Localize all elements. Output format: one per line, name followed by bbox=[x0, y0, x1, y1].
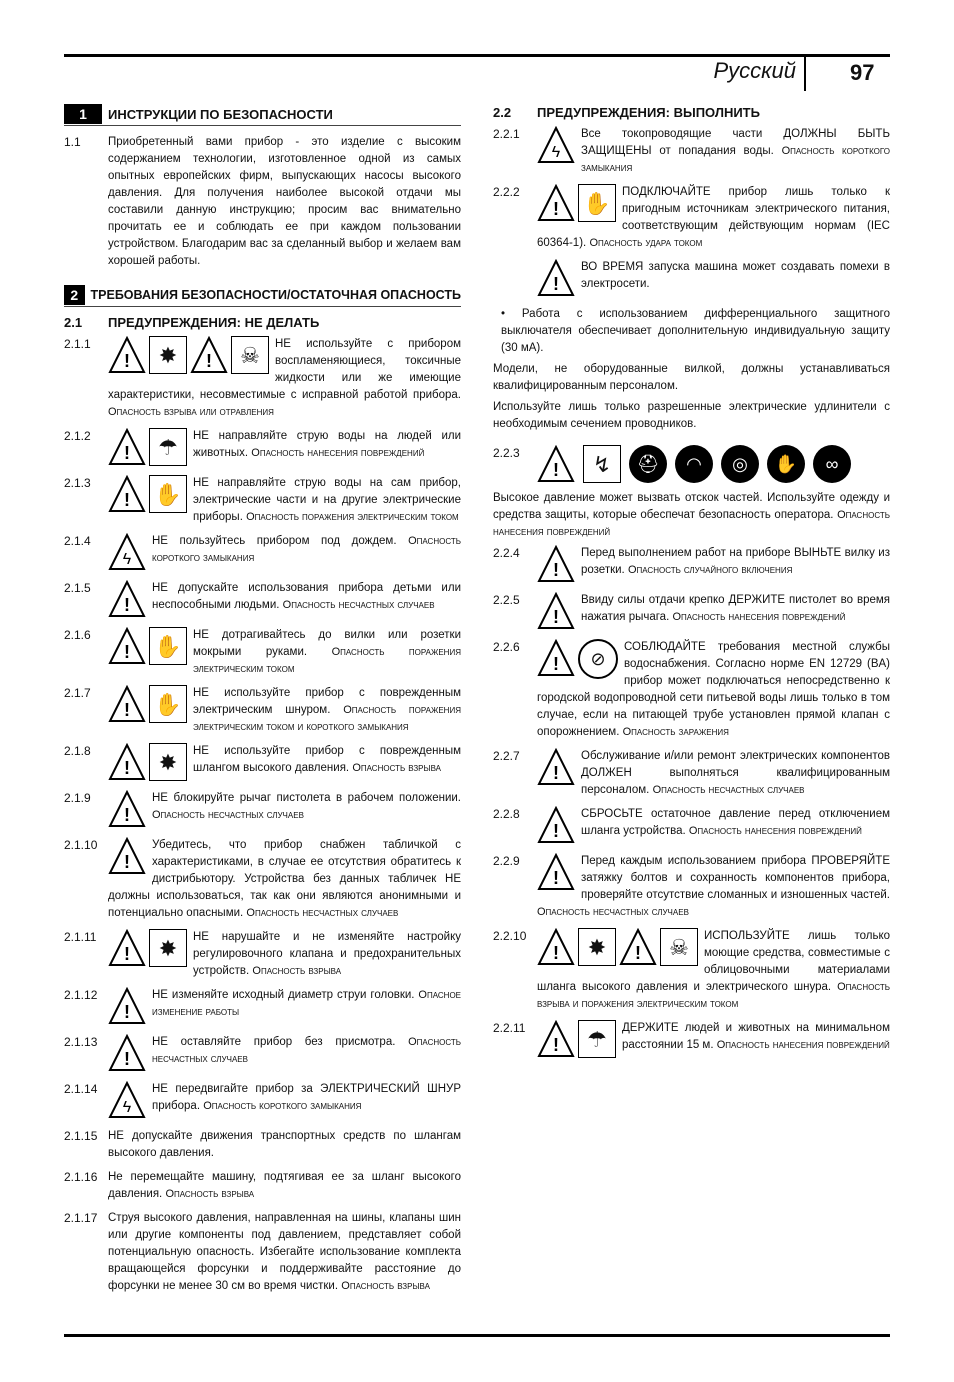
danger-label: Опасное изменение работы bbox=[152, 989, 462, 1018]
item-text: НЕ направляйте струю воды на сам прибор, электрические части и на другие электрические приборы. bbox=[193, 477, 461, 523]
spray-person-icon: ☂ bbox=[578, 1020, 616, 1058]
item-2-2-2 bbox=[493, 184, 890, 252]
item-text: Высокое давление может вызвать отскок частей. Используйте одежду и средства защиты, которые обеспечат безопасность оператора. bbox=[493, 492, 890, 521]
warning-icon bbox=[537, 853, 575, 891]
item-number: 2.1.10 bbox=[64, 838, 98, 852]
item-2-1-14 bbox=[64, 1081, 461, 1121]
svg-text:!: ! bbox=[124, 852, 130, 872]
svg-text:!: ! bbox=[124, 443, 130, 463]
item-number: 2.1.3 bbox=[64, 476, 91, 490]
electric-hand-icon: ✋ bbox=[149, 475, 187, 513]
item-text: НЕ допускайте использования прибора детьми или неспособными людьми. bbox=[152, 582, 461, 611]
item-2-1-2 bbox=[64, 428, 461, 468]
danger-label: Опасность поражения электрическим током и короткого замыкания bbox=[193, 704, 461, 733]
item-number: 2.1.12 bbox=[64, 988, 98, 1002]
item-text: НЕ изменяйте исходный диаметр струи головки. bbox=[152, 989, 415, 1001]
item-text: НЕ блокируйте рычаг пистолета в рабочем положении. bbox=[152, 792, 461, 804]
warning-icon bbox=[108, 627, 146, 665]
item-text: Ввиду силы отдачи крепко ДЕРЖИТЕ пистолет во время нажатия рычага. bbox=[581, 594, 890, 623]
item-2-2-5 bbox=[493, 592, 890, 632]
flying-debris-icon: ↯ bbox=[583, 445, 621, 483]
explosion-icon: ✸ bbox=[149, 929, 187, 967]
svg-text:!: ! bbox=[553, 868, 559, 888]
item-2-1-6 bbox=[64, 627, 461, 678]
item-2-1-1 bbox=[64, 336, 461, 421]
section-2-heading bbox=[64, 284, 461, 307]
electric-warning-icon bbox=[108, 533, 146, 571]
warning-icon bbox=[108, 580, 146, 618]
item-text: ИСПОЛЬЗУЙТЕ лишь только моющие средства, совместимые с облицовочными материалами шланга высокого давления и электрического шнура. bbox=[537, 930, 890, 993]
item-number: 2.1.13 bbox=[64, 1035, 98, 1049]
item-text: Все токопроводящие части ДОЛЖНЫ БЫТЬ ЗАЩИЩЕНЫ от попадания воды. bbox=[581, 128, 890, 157]
svg-text:!: ! bbox=[553, 654, 559, 674]
danger-label: Опасность несчастных случаев bbox=[282, 599, 435, 611]
svg-text:!: ! bbox=[206, 351, 212, 371]
warning-icon bbox=[537, 259, 575, 297]
item-number: 2.1.16 bbox=[64, 1170, 98, 1184]
svg-text:!: ! bbox=[124, 700, 130, 720]
warning-icon bbox=[108, 790, 146, 828]
subsection-2-1 bbox=[64, 315, 461, 330]
item-2-2-3-text bbox=[493, 490, 890, 541]
item-number: 2.1.14 bbox=[64, 1082, 98, 1096]
goggles-icon: ∞ bbox=[813, 445, 851, 483]
electric-hand-icon: ✋ bbox=[149, 685, 187, 723]
item-text: НЕ дотрагивайтесь до вилки или розетки мокрыми руками. bbox=[193, 629, 461, 658]
danger-label: Опасность несчастных случаев bbox=[246, 907, 399, 919]
svg-text:!: ! bbox=[124, 642, 130, 662]
item-number: 2.2.7 bbox=[493, 749, 520, 763]
danger-label: Опасность несчастных случаев bbox=[652, 784, 805, 796]
svg-text:!: ! bbox=[553, 199, 559, 219]
item-number: 2.2.11 bbox=[493, 1021, 526, 1035]
item-2-2-2-note bbox=[537, 259, 890, 299]
warning-icon bbox=[108, 837, 146, 875]
warning-icon bbox=[108, 428, 146, 466]
electric-warning-icon bbox=[108, 1081, 146, 1119]
item-number: 2.1.1 bbox=[64, 337, 91, 351]
danger-label: Опасность поражения электрическим током bbox=[193, 646, 461, 675]
electric-hand-icon: ✋ bbox=[149, 627, 187, 665]
subsection-title: ПРЕДУПРЕЖДЕНИЯ: ВЫПОЛНИТЬ bbox=[537, 105, 760, 120]
subsection-number: 2.2 bbox=[493, 105, 512, 120]
warning-icon bbox=[537, 184, 575, 222]
item-2-1-4 bbox=[64, 533, 461, 573]
warning-icon bbox=[108, 685, 146, 723]
item-number: 2.1.9 bbox=[64, 791, 91, 805]
item-number: 2.1.6 bbox=[64, 628, 91, 642]
svg-text:!: ! bbox=[553, 460, 559, 480]
item-2-2-8 bbox=[493, 806, 890, 846]
item-text: НЕ используйте прибор с поврежденным электрическим шнуром. bbox=[193, 687, 461, 716]
item-number: 2.1.8 bbox=[64, 744, 91, 758]
warning-icon bbox=[190, 336, 228, 374]
section-title: ИНСТРУКЦИИ ПО БЕЗОПАСНОСТИ bbox=[108, 106, 333, 122]
item-text: НЕ пользуйтесь прибором под дождем. bbox=[152, 535, 397, 547]
danger-label: Опасность взрыва или отравления bbox=[108, 406, 274, 418]
subsection-number: 2.1 bbox=[64, 315, 83, 330]
danger-label: Опасность несчастных случаев bbox=[152, 809, 304, 821]
item-text: ДЕРЖИТЕ людей и животных на минимальном расстоянии 15 м. bbox=[622, 1022, 890, 1051]
item-number: 2.2.4 bbox=[493, 546, 520, 560]
item-2-2-11 bbox=[493, 1020, 890, 1060]
danger-label: Опасность взрыва bbox=[341, 1280, 430, 1292]
water-supply-icon: ⊘ bbox=[578, 639, 618, 679]
warning-icon bbox=[537, 806, 575, 844]
item-2-1-8 bbox=[64, 743, 461, 783]
item-text: НЕ передвигайте прибор за ЭЛЕКТРИЧЕСКИЙ ШНУР прибора. bbox=[152, 1083, 461, 1112]
warning-icon bbox=[537, 445, 575, 483]
danger-label: Опасность удара током bbox=[589, 237, 703, 249]
item-number: 1.1 bbox=[64, 135, 81, 149]
danger-label: Опасность взрыва bbox=[352, 762, 442, 774]
danger-label: Опасность несчастных случаев bbox=[152, 1036, 462, 1065]
section-1-heading bbox=[64, 103, 461, 126]
danger-label: Опасность короткого замыкания bbox=[152, 535, 461, 564]
language-label: Русский bbox=[713, 58, 796, 83]
item-number: 2.2.8 bbox=[493, 807, 520, 821]
svg-text:!: ! bbox=[124, 1049, 130, 1069]
warning-icon bbox=[537, 928, 575, 966]
item-number: 2.1.11 bbox=[64, 930, 97, 944]
section-number: 2 bbox=[64, 285, 85, 305]
item-2-1-16 bbox=[64, 1169, 461, 1203]
paragraph-extensions: Используйте лишь только разрешенные электрические удлинители с необходимым сечением проводников. bbox=[493, 401, 890, 430]
item-text: НЕ допускайте движения транспортных средств по шлангам высокого давления. bbox=[108, 1130, 461, 1159]
toxic-icon: ☠ bbox=[660, 928, 698, 966]
section-title: ТРЕБОВАНИЯ БЕЗОПАСНОСТИ/ОСТАТОЧНАЯ ОПАСНОСТЬ bbox=[90, 288, 461, 302]
item-2-1-5 bbox=[64, 580, 461, 620]
svg-text:ϟ: ϟ bbox=[551, 144, 561, 161]
item-number: 2.2.10 bbox=[493, 929, 527, 943]
item-number: 2.2.5 bbox=[493, 593, 520, 607]
item-2-2-4 bbox=[493, 545, 890, 585]
item-2-2-6 bbox=[493, 639, 890, 741]
item-text: НЕ используйте с прибором воспламеняющиеся, токсичные жидкости или же имеющие характеристики, несовместимые с исправной работой прибора. bbox=[108, 338, 461, 401]
svg-text:ϟ: ϟ bbox=[122, 551, 132, 568]
item-text: Приобретенный вами прибор - это изделие с высоким содержанием технологии, изготовленное одной из самых опытных европейских фирм, выпускающих насосы высокого давления. Для получения наиболее высокой отдачи мы составили данную инструкцию; просим вас внимательно прочитать ее и соблюдать ее при каждом пользовании устройством. Благодарим вас за сделанный выбор и желаем вам хорошей работы. bbox=[108, 136, 461, 267]
warning-icon bbox=[537, 1020, 575, 1058]
danger-label: Опасность взрыва и поражения электрическим током bbox=[537, 981, 890, 1010]
top-rule bbox=[64, 54, 890, 57]
item-number: 2.1.4 bbox=[64, 534, 91, 548]
item-2-2-1 bbox=[493, 126, 890, 177]
danger-label: Опасность нанесения повреждений bbox=[672, 611, 846, 623]
danger-label: Опасность нанесения повреждений bbox=[493, 509, 890, 538]
subsection-title: ПРЕДУПРЕЖДЕНИЯ: НЕ ДЕЛАТЬ bbox=[108, 315, 320, 330]
item-text: Обслуживание и/или ремонт электрических компонентов ДОЛЖЕН выполняться квалифицированным персоналом. bbox=[581, 750, 890, 796]
danger-label: Опасность взрыва bbox=[252, 965, 342, 977]
item-number: 2.2.3 bbox=[493, 446, 520, 460]
note-text: ВО ВРЕМЯ запуска машина может создавать помехи в электросети. bbox=[581, 261, 890, 290]
item-2-1-15 bbox=[64, 1128, 461, 1162]
paragraph-models: Модели, не оборудованные вилкой, должны устанавливаться квалифицированным персоналом. bbox=[493, 363, 890, 392]
svg-text:!: ! bbox=[553, 943, 559, 963]
svg-text:!: ! bbox=[553, 607, 559, 627]
svg-text:!: ! bbox=[124, 944, 130, 964]
item-2-1-3 bbox=[64, 475, 461, 526]
warning-icon bbox=[537, 592, 575, 630]
item-text: Струя высокого давления, направленная на шины, клапаны шин или другие компоненты под давлением, представляет собой потенциальную опасность. Избегайте использование комплекта вращающейся форсунки и поддерживайте расстояние до форсунки не менее 30 см во время чистки. bbox=[108, 1212, 461, 1292]
danger-label: Опасность заражения bbox=[622, 726, 729, 738]
bullet-rcd: • Работа с использованием дифференциального защитного выключателя обеспечивает дополнительную индивидуальную защиту (30 мА). bbox=[501, 308, 890, 354]
bottom-rule bbox=[64, 1334, 890, 1337]
ear-protection-icon: ◎ bbox=[721, 445, 759, 483]
helmet-icon: ◠ bbox=[675, 445, 713, 483]
danger-label: Опасность случайного включения bbox=[627, 564, 793, 576]
warning-icon bbox=[619, 928, 657, 966]
warning-icon bbox=[537, 748, 575, 786]
item-2-2-7 bbox=[493, 748, 890, 799]
svg-text:!: ! bbox=[553, 763, 559, 783]
svg-text:!: ! bbox=[553, 821, 559, 841]
item-text: Перед выполнением работ на приборе ВЫНЬТЕ вилку из розетки. bbox=[581, 547, 890, 576]
danger-label: Опасность несчастных случаев bbox=[537, 906, 689, 918]
protective-suit-icon: ⛑ bbox=[629, 445, 667, 483]
svg-text:!: ! bbox=[124, 758, 130, 778]
item-number: 2.2.1 bbox=[493, 127, 520, 141]
item-text: НЕ используйте прибор с поврежденным шлангом высокого давления. bbox=[193, 745, 461, 774]
warning-icon bbox=[537, 545, 575, 583]
warning-icon bbox=[108, 743, 146, 781]
page-number: 97 bbox=[850, 60, 875, 85]
item-2-1-7 bbox=[64, 685, 461, 736]
item-2-2-10 bbox=[493, 928, 890, 1013]
svg-text:!: ! bbox=[553, 560, 559, 580]
warning-electric-icon bbox=[537, 126, 575, 164]
item-2-1-9 bbox=[64, 790, 461, 830]
item-number: 2.1.15 bbox=[64, 1129, 98, 1143]
item-2-1-11 bbox=[64, 929, 461, 980]
danger-label: Опасность нанесения повреждений bbox=[716, 1039, 890, 1051]
item-text: СБРОСЬТЕ остаточное давление перед отключением шланга устройства. bbox=[581, 808, 890, 837]
item-text: СОБЛЮДАЙТЕ требования местной службы водоснабжения. Согласно норме EN 12729 (BA) прибор может подключаться непосредственно к городской водопроводной сети питьевой воды лишь только в том случае, если на питающей трубе установлен прямой клапан с опорожнением. bbox=[537, 641, 890, 738]
warning-icon bbox=[108, 475, 146, 513]
item-2-1-10 bbox=[64, 837, 461, 922]
item-number: 2.1.5 bbox=[64, 581, 91, 595]
item-1-1 bbox=[64, 134, 461, 270]
item-2-1-12 bbox=[64, 987, 461, 1027]
electric-hand-icon: ✋ bbox=[578, 184, 616, 222]
item-number: 2.2.9 bbox=[493, 854, 520, 868]
warning-icon bbox=[108, 336, 146, 374]
svg-text:!: ! bbox=[553, 274, 559, 294]
item-text: НЕ оставляйте прибор без присмотра. bbox=[152, 1036, 396, 1048]
danger-label: Опасность нанесения повреждений bbox=[688, 825, 862, 837]
explosion-icon: ✸ bbox=[149, 336, 187, 374]
left-column bbox=[64, 103, 461, 1302]
danger-label: Опасность поражения электрическим током bbox=[246, 511, 459, 523]
svg-text:!: ! bbox=[553, 1035, 559, 1055]
header-divider bbox=[804, 55, 806, 91]
item-number: 2.1.17 bbox=[64, 1211, 98, 1225]
item-text: Убедитесь, что прибор снабжен табличкой с характеристиками, в случае ее отсутствия обратитесь к дистрибьютору. Устройства без данных табличек НЕ должны использоваться, так как они являются анонимными и потенциально опасными. bbox=[108, 839, 461, 919]
gloves-icon: ✋ bbox=[767, 445, 805, 483]
item-2-1-13 bbox=[64, 1034, 461, 1074]
explosion-icon: ✸ bbox=[578, 928, 616, 966]
svg-text:ϟ: ϟ bbox=[122, 1099, 132, 1116]
item-text: ПОДКЛЮЧАЙТЕ прибор лишь только к пригодным источникам электрического питания, соответствующим действующим нормам (IEC 60364-1). bbox=[537, 186, 890, 249]
danger-label: Опасность нанесения повреждений bbox=[251, 447, 425, 459]
item-text: НЕ нарушайте и не изменяйте настройку регулировочного клапана и предохранительных устройств. bbox=[193, 931, 461, 977]
warning-icon bbox=[108, 987, 146, 1025]
right-column bbox=[493, 103, 890, 1067]
svg-text:!: ! bbox=[124, 595, 130, 615]
danger-label: Опасность взрыва bbox=[165, 1188, 255, 1200]
svg-text:!: ! bbox=[124, 805, 130, 825]
warning-icon bbox=[108, 1034, 146, 1072]
svg-text:!: ! bbox=[124, 1002, 130, 1022]
item-text: Перед каждым использованием прибора ПРОВЕРЯЙТЕ затяжку болтов и сохранность компонентов прибора, проверяйте отсутствие сломанных и изношенных частей. bbox=[581, 855, 890, 901]
warning-icon bbox=[537, 639, 575, 677]
right-items-list bbox=[493, 545, 890, 1060]
item-text: Не перемещайте машину, подтягивая ее за шланг высокого давления. bbox=[108, 1171, 461, 1200]
subsection-2-2 bbox=[493, 105, 890, 120]
left-items-list bbox=[64, 336, 461, 1295]
toxic-icon: ☠ bbox=[231, 336, 269, 374]
explosion-icon: ✸ bbox=[149, 743, 187, 781]
danger-label: Опасность короткого замыкания bbox=[581, 145, 890, 174]
item-text: НЕ направляйте струю воды на людей или животных. bbox=[193, 430, 461, 459]
item-number: 2.2.2 bbox=[493, 185, 520, 199]
danger-label: Опасность короткого замыкания bbox=[203, 1100, 362, 1112]
item-number: 2.2.6 bbox=[493, 640, 520, 654]
spray-person-icon: ☂ bbox=[149, 428, 187, 466]
svg-text:!: ! bbox=[635, 943, 641, 963]
item-2-2-3 bbox=[493, 445, 890, 487]
item-number: 2.1.7 bbox=[64, 686, 91, 700]
item-number: 2.1.2 bbox=[64, 429, 91, 443]
item-2-2-9 bbox=[493, 853, 890, 921]
svg-text:!: ! bbox=[124, 351, 130, 371]
item-2-1-17 bbox=[64, 1210, 461, 1295]
svg-text:!: ! bbox=[124, 490, 130, 510]
warning-icon bbox=[108, 929, 146, 967]
section-number: 1 bbox=[64, 104, 102, 124]
